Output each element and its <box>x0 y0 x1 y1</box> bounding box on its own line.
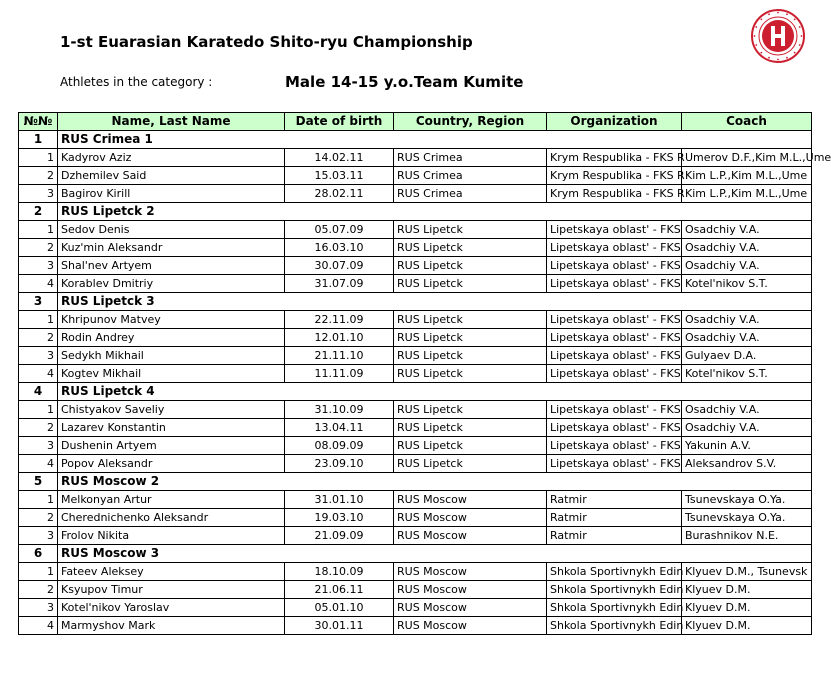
team-number: 4 <box>19 383 58 401</box>
athlete-row <box>19 185 812 203</box>
athlete-region: RUS Lipetck <box>394 275 547 293</box>
athlete-organization: Lipetskaya oblast' - FKS <box>547 401 682 419</box>
athlete-row <box>19 149 812 167</box>
column-header-name: Name, Last Name <box>58 113 285 131</box>
athlete-name: Cherednichenko Aleksandr <box>58 509 285 527</box>
team-number: 5 <box>19 473 58 491</box>
athlete-name: Khripunov Matvey <box>58 311 285 329</box>
table-header-row <box>19 113 812 131</box>
athlete-dob: 11.11.09 <box>285 365 394 383</box>
athlete-organization: Lipetskaya oblast' - FKS <box>547 329 682 347</box>
athlete-region: RUS Moscow <box>394 617 547 635</box>
athlete-organization: Lipetskaya oblast' - FKS <box>547 257 682 275</box>
athlete-row <box>19 257 812 275</box>
athlete-row <box>19 491 812 509</box>
team-name: RUS Lipetck 2 <box>58 203 812 221</box>
athlete-dob: 12.01.10 <box>285 329 394 347</box>
team-row <box>19 383 812 401</box>
athlete-coach: Tsunevskaya O.Ya. <box>682 491 812 509</box>
athlete-dob: 21.06.11 <box>285 581 394 599</box>
athlete-dob: 23.09.10 <box>285 455 394 473</box>
team-name: RUS Moscow 2 <box>58 473 812 491</box>
athlete-row <box>19 455 812 473</box>
athlete-dob: 14.02.11 <box>285 149 394 167</box>
athlete-dob: 19.03.10 <box>285 509 394 527</box>
athlete-region: RUS Crimea <box>394 149 547 167</box>
athlete-name: Lazarev Konstantin <box>58 419 285 437</box>
athlete-name: Kadyrov Aziz <box>58 149 285 167</box>
team-name: RUS Moscow 3 <box>58 545 812 563</box>
athlete-number: 1 <box>19 401 58 419</box>
athlete-row <box>19 221 812 239</box>
athlete-coach: Kotel'nikov S.T. <box>682 365 812 383</box>
athlete-organization: Shkola Sportivnykh Edin <box>547 599 682 617</box>
athlete-row <box>19 167 812 185</box>
athlete-name: Korablev Dmitriy <box>58 275 285 293</box>
athlete-number: 1 <box>19 149 58 167</box>
column-header-number: №№ <box>19 113 58 131</box>
athlete-dob: 31.01.10 <box>285 491 394 509</box>
athlete-dob: 30.01.11 <box>285 617 394 635</box>
athlete-dob: 21.11.10 <box>285 347 394 365</box>
athlete-organization: Krym Respublika - FKS R <box>547 167 682 185</box>
athlete-region: RUS Lipetck <box>394 221 547 239</box>
athlete-name: Marmyshov Mark <box>58 617 285 635</box>
athlete-coach: Klyuev D.M. <box>682 617 812 635</box>
athlete-row <box>19 617 812 635</box>
athlete-region: RUS Moscow <box>394 509 547 527</box>
athlete-region: RUS Moscow <box>394 527 547 545</box>
athlete-number: 1 <box>19 311 58 329</box>
athlete-organization: Ratmir <box>547 491 682 509</box>
athlete-number: 2 <box>19 509 58 527</box>
athlete-row <box>19 329 812 347</box>
athlete-dob: 16.03.10 <box>285 239 394 257</box>
athlete-name: Rodin Andrey <box>58 329 285 347</box>
athlete-number: 2 <box>19 167 58 185</box>
athlete-coach: Klyuev D.M. <box>682 599 812 617</box>
athlete-name: Sedykh Mikhail <box>58 347 285 365</box>
athlete-dob: 05.07.09 <box>285 221 394 239</box>
athlete-region: RUS Crimea <box>394 167 547 185</box>
athlete-row <box>19 275 812 293</box>
athlete-dob: 22.11.09 <box>285 311 394 329</box>
athlete-name: Kuz'min Aleksandr <box>58 239 285 257</box>
athlete-name: Dushenin Artyem <box>58 437 285 455</box>
athlete-number: 3 <box>19 347 58 365</box>
athlete-dob: 15.03.11 <box>285 167 394 185</box>
athlete-name: Fateev Aleksey <box>58 563 285 581</box>
athlete-coach: Yakunin A.V. <box>682 437 812 455</box>
athlete-coach: Osadchiy V.A. <box>682 419 812 437</box>
athlete-name: Dzhemilev Said <box>58 167 285 185</box>
athlete-row <box>19 599 812 617</box>
athlete-name: Ksyupov Timur <box>58 581 285 599</box>
athlete-row <box>19 581 812 599</box>
athlete-coach: Umerov D.F.,Kim M.L.,Ume <box>682 149 812 167</box>
athlete-dob: 05.01.10 <box>285 599 394 617</box>
athlete-region: RUS Lipetck <box>394 365 547 383</box>
athlete-number: 3 <box>19 185 58 203</box>
team-number: 6 <box>19 545 58 563</box>
athlete-dob: 18.10.09 <box>285 563 394 581</box>
athlete-coach: Kotel'nikov S.T. <box>682 275 812 293</box>
athlete-dob: 13.04.11 <box>285 419 394 437</box>
athlete-coach: Osadchiy V.A. <box>682 257 812 275</box>
athlete-coach: Aleksandrov S.V. <box>682 455 812 473</box>
athlete-dob: 30.07.09 <box>285 257 394 275</box>
athlete-row <box>19 401 812 419</box>
team-name: RUS Crimea 1 <box>58 131 812 149</box>
athlete-number: 4 <box>19 275 58 293</box>
athlete-organization: Lipetskaya oblast' - FKS <box>547 365 682 383</box>
athlete-name: Frolov Nikita <box>58 527 285 545</box>
athlete-dob: 31.07.09 <box>285 275 394 293</box>
athlete-organization: Lipetskaya oblast' - FKS <box>547 437 682 455</box>
athlete-organization: Lipetskaya oblast' - FKS <box>547 239 682 257</box>
athlete-row <box>19 437 812 455</box>
athlete-name: Sedov Denis <box>58 221 285 239</box>
athlete-organization: Krym Respublika - FKS R <box>547 185 682 203</box>
team-name: RUS Lipetck 4 <box>58 383 812 401</box>
team-row <box>19 131 812 149</box>
athlete-region: RUS Lipetck <box>394 257 547 275</box>
athlete-organization: Lipetskaya oblast' - FKS <box>547 347 682 365</box>
column-header-region: Country, Region <box>394 113 547 131</box>
athlete-number: 1 <box>19 563 58 581</box>
athlete-number: 2 <box>19 419 58 437</box>
athlete-number: 3 <box>19 527 58 545</box>
athlete-organization: Shkola Sportivnykh Edin <box>547 581 682 599</box>
athlete-number: 2 <box>19 581 58 599</box>
athlete-region: RUS Lipetck <box>394 419 547 437</box>
athletes-table-body <box>19 131 831 635</box>
athlete-region: RUS Moscow <box>394 599 547 617</box>
athlete-coach: Burashnikov N.E. <box>682 527 812 545</box>
athlete-coach: Klyuev D.M., Tsunevsk <box>682 563 812 581</box>
athlete-organization: Ratmir <box>547 527 682 545</box>
athlete-region: RUS Crimea <box>394 185 547 203</box>
athlete-organization: Lipetskaya oblast' - FKS <box>547 275 682 293</box>
athlete-region: RUS Moscow <box>394 491 547 509</box>
championship-title: 1-st Euarasian Karatedo Shito-ryu Championship <box>60 33 473 51</box>
athlete-region: RUS Moscow <box>394 581 547 599</box>
athlete-number: 4 <box>19 365 58 383</box>
athlete-coach: Osadchiy V.A. <box>682 401 812 419</box>
athlete-region: RUS Lipetck <box>394 311 547 329</box>
athlete-row <box>19 563 812 581</box>
athlete-coach: Tsunevskaya O.Ya. <box>682 509 812 527</box>
athlete-region: RUS Lipetck <box>394 401 547 419</box>
athlete-region: RUS Lipetck <box>394 239 547 257</box>
athlete-number: 1 <box>19 221 58 239</box>
athlete-row <box>19 527 812 545</box>
athlete-region: RUS Moscow <box>394 563 547 581</box>
athlete-number: 3 <box>19 257 58 275</box>
athlete-coach: Osadchiy V.A. <box>682 221 812 239</box>
athlete-coach: Kim L.P.,Kim M.L.,Ume <box>682 167 812 185</box>
athlete-organization: Krym Respublika - FKS R <box>547 149 682 167</box>
athlete-region: RUS Lipetck <box>394 455 547 473</box>
federation-seal-logo <box>750 8 806 64</box>
athlete-name: Kogtev Mikhail <box>58 365 285 383</box>
athlete-organization: Shkola Sportivnykh Edin <box>547 617 682 635</box>
athlete-coach: Osadchiy V.A. <box>682 311 812 329</box>
team-number: 3 <box>19 293 58 311</box>
column-header-dob: Date of birth <box>285 113 394 131</box>
athlete-number: 3 <box>19 437 58 455</box>
athlete-row <box>19 239 812 257</box>
column-header-coach: Coach <box>682 113 812 131</box>
athlete-name: Melkonyan Artur <box>58 491 285 509</box>
athlete-number: 3 <box>19 599 58 617</box>
team-number: 2 <box>19 203 58 221</box>
team-row <box>19 545 812 563</box>
team-number: 1 <box>19 131 58 149</box>
athlete-dob: 28.02.11 <box>285 185 394 203</box>
athlete-region: RUS Lipetck <box>394 437 547 455</box>
athlete-region: RUS Lipetck <box>394 329 547 347</box>
athlete-dob: 31.10.09 <box>285 401 394 419</box>
athlete-coach: Osadchiy V.A. <box>682 239 812 257</box>
category-title: Male 14-15 y.o.Team Kumite <box>285 73 524 91</box>
athlete-row <box>19 365 812 383</box>
team-row <box>19 203 812 221</box>
athlete-organization: Lipetskaya oblast' - FKS <box>547 311 682 329</box>
team-row <box>19 293 812 311</box>
athlete-coach: Kim L.P.,Kim M.L.,Ume <box>682 185 812 203</box>
athlete-dob: 08.09.09 <box>285 437 394 455</box>
athlete-number: 2 <box>19 239 58 257</box>
athlete-name: Shal'nev Artyem <box>58 257 285 275</box>
athlete-name: Bagirov Kirill <box>58 185 285 203</box>
athlete-number: 2 <box>19 329 58 347</box>
athletes-table <box>18 112 831 635</box>
athlete-row <box>19 311 812 329</box>
team-name: RUS Lipetck 3 <box>58 293 812 311</box>
athlete-name: Popov Aleksandr <box>58 455 285 473</box>
athlete-number: 4 <box>19 617 58 635</box>
athlete-region: RUS Lipetck <box>394 347 547 365</box>
athlete-coach: Gulyaev D.A. <box>682 347 812 365</box>
column-header-organization: Organization <box>547 113 682 131</box>
athlete-name: Kotel'nikov Yaroslav <box>58 599 285 617</box>
athlete-row <box>19 347 812 365</box>
athlete-number: 1 <box>19 491 58 509</box>
athlete-row <box>19 509 812 527</box>
team-row <box>19 473 812 491</box>
athlete-organization: Lipetskaya oblast' - FKS <box>547 455 682 473</box>
athletes-category-label: Athletes in the category : <box>60 75 213 89</box>
athlete-name: Chistyakov Saveliy <box>58 401 285 419</box>
athlete-organization: Shkola Sportivnykh Edin <box>547 563 682 581</box>
athlete-row <box>19 419 812 437</box>
athlete-dob: 21.09.09 <box>285 527 394 545</box>
athlete-coach: Osadchiy V.A. <box>682 329 812 347</box>
athlete-number: 4 <box>19 455 58 473</box>
athlete-organization: Lipetskaya oblast' - FKS <box>547 419 682 437</box>
athlete-organization: Ratmir <box>547 509 682 527</box>
athlete-coach: Klyuev D.M. <box>682 581 812 599</box>
athlete-organization: Lipetskaya oblast' - FKS <box>547 221 682 239</box>
